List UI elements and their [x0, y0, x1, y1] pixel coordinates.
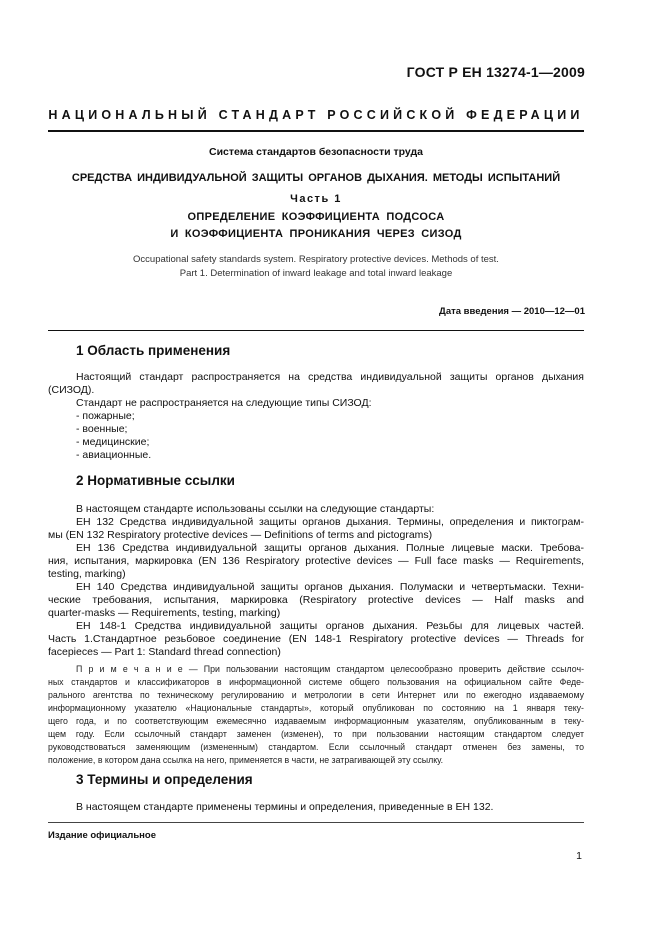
section-1-paragraph-2: Стандарт не распространяется на следующие типы СИЗОД: — [76, 397, 372, 409]
introduction-date: Дата введения — 2010—12—01 — [439, 306, 585, 317]
main-title: СРЕДСТВА ИНДИВИДУАЛЬНОЙ ЗАЩИТЫ ОРГАНОВ ДЫХАНИЯ. МЕТОДЫ ИСПЫТАНИЙ — [71, 172, 561, 184]
part-title: Часть 1 — [290, 193, 342, 205]
english-title-line-1: Occupational safety standards system. Respiratory protective devices. Methods of test. — [133, 254, 499, 265]
reference-line: Часть 1.Стандартное резьбовое соединение (EN 148-1 Respiratory protective devices — Threads for — [48, 633, 584, 645]
english-title-line-2: Part 1. Determination of inward leakage and total inward leakage — [179, 268, 453, 279]
note-line: П р и м е ч а н и е — При пользовании настоящим стандартом целесообразно проверить действие ссылоч- — [76, 664, 584, 674]
note-line: рального агентства по техническому регулированию и метрологии в сети Интернет или по ежегодно издаваемому — [48, 690, 584, 700]
subtitle-line-2: И КОЭФФИЦИЕНТА ПРОНИКАНИЯ ЧЕРЕЗ СИЗОД — [170, 228, 462, 240]
list-item: - медицинские; — [76, 436, 150, 448]
note-line: информационному указателю «Национальные стандарты», который опубликован по состоянию на 1 января теку- — [48, 703, 584, 713]
note-line: щем году. Если ссылочный стандарт заменен (изменен), то при пользовании настоящим стандартом следует — [48, 729, 584, 739]
list-item: - военные; — [76, 423, 128, 435]
reference-line: ЕН 148-1 Средства индивидуальной защиты органов дыхания. Резьбы для лицевых частей. — [76, 620, 584, 632]
note-line: положение, в котором дана ссылка на него, применяется в части, не затрагивающей эту ссылку. — [48, 755, 444, 765]
reference-line: facepieces — Part 1: Standard thread connection) — [48, 646, 281, 658]
reference-line: мы (EN 132 Respiratory protective devices — Definitions of terms and pictograms) — [48, 529, 433, 541]
reference-line: ческие требования, испытания, маркировка (Respiratory protective devices — Half masks and — [48, 594, 584, 606]
title-rule — [48, 330, 584, 331]
series-title: Система стандартов безопасности труда — [208, 146, 424, 158]
note-line: руководствоваться заменяющим (измененным) стандартом. Если ссылочный стандарт отменен без замены, то — [48, 742, 584, 752]
national-standard-banner: НАЦИОНАЛЬНЫЙ СТАНДАРТ РОССИЙСКОЙ ФЕДЕРАЦИИ — [48, 108, 584, 122]
reference-line: ния, испытания, маркировка (EN 136 Respiratory protective devices — Full face masks — Requirements, — [48, 555, 584, 567]
section-1-heading: 1 Область применения — [76, 343, 231, 358]
list-item: - пожарные; — [76, 410, 135, 422]
reference-line: ЕН 132 Средства индивидуальной защиты органов дыхания. Термины, определения и пиктограм- — [76, 516, 584, 528]
list-item: - авиационные. — [76, 449, 152, 461]
document-code: ГОСТ Р ЕН 13274-1—2009 — [406, 64, 585, 80]
reference-line: testing, marking) — [48, 568, 126, 580]
page-number: 1 — [576, 850, 582, 862]
subtitle-line-1: ОПРЕДЕЛЕНИЕ КОЭФФИЦИЕНТА ПОДСОСА — [187, 211, 445, 223]
header-rule — [48, 130, 584, 132]
footer-rule — [48, 822, 584, 823]
section-3-paragraph: В настоящем стандарте применены термины и определения, приведенные в ЕН 132. — [76, 801, 494, 813]
section-2-heading: 2 Нормативные ссылки — [76, 473, 235, 488]
note-line: ных стандартов и классификаторов в информационной системе общего пользования на официальном сайте Феде- — [48, 677, 584, 687]
reference-line: ЕН 140 Средства индивидуальной защиты органов дыхания. Полумаски и четвертьмаски. Техни- — [76, 581, 584, 593]
reference-line: В настоящем стандарте использованы ссылки на следующие стандарты: — [76, 503, 435, 515]
edition-label: Издание официальное — [48, 830, 156, 841]
reference-line: quarter-masks — Requirements, testing, marking) — [48, 607, 281, 619]
reference-line: ЕН 136 Средства индивидуальной защиты органов дыхания. Полные лицевые маски. Требова- — [76, 542, 584, 554]
section-1-paragraph-1: Настоящий стандарт распространяется на средства индивидуальной защиты органов дыхания — [76, 371, 584, 383]
section-3-heading: 3 Термины и определения — [76, 772, 253, 787]
note-line: щего года, и по соответствующим ежемесячно издаваемым информационным указателям, опубликованным в теку- — [48, 716, 584, 726]
section-1-paragraph-1-cont: (СИЗОД). — [48, 384, 95, 396]
